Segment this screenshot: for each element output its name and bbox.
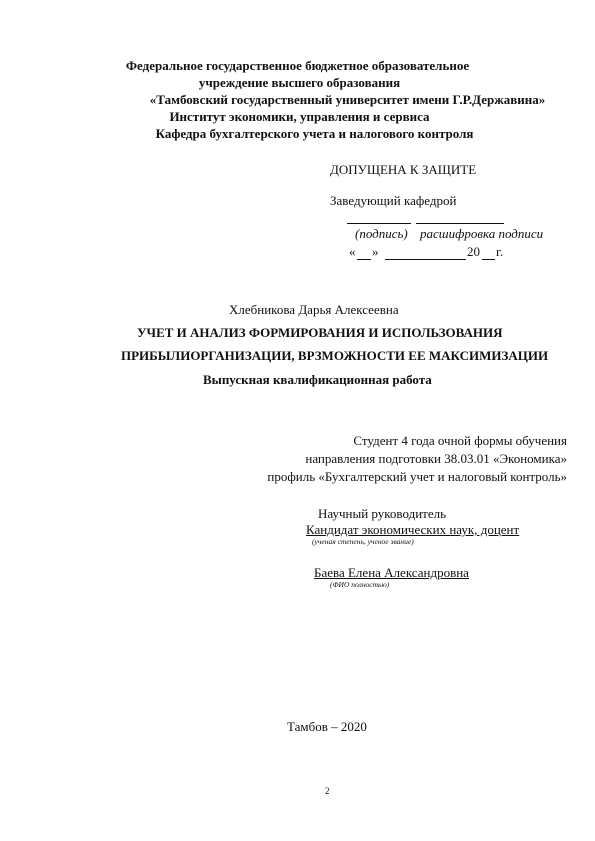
supervisor-label: Научный руководитель [318, 506, 447, 521]
date-month-blank [385, 259, 466, 260]
date-open-quote: « [349, 244, 356, 259]
signature-caption: (подпись) [355, 226, 408, 241]
supervisor-degree-caption: (ученая степень, ученое звание) [312, 537, 414, 546]
decode-signature-caption: расшифровка подписи [420, 226, 544, 241]
thesis-title-line2: ПРИБЫЛИОРГАНИЗАЦИИ, ВРЗМОЖНОСТИ ЕЕ МАКСИМИЗАЦИИ [121, 348, 549, 363]
university-founder-line: Федеральное государственное бюджетное образовательное [125, 58, 470, 73]
thesis-title-line1: УЧЕТ И АНАЛИЗ ФОРМИРОВАНИЯ И ИСПОЛЬЗОВАНИЯ [137, 325, 503, 340]
university-name: «Тамбовский государственный университет имени Г.Р.Державина» [149, 92, 546, 107]
page-number: 2 [325, 786, 330, 796]
supervisor-name-caption: (ФИО полностью) [330, 580, 390, 589]
student-direction: направления подготовки 38.03.01 «Экономика» [305, 451, 567, 466]
supervisor-name: Баева Елена Александровна [314, 565, 469, 580]
work-type: Выпускная квалификационная работа [203, 372, 432, 387]
date-year-prefix: 20 [467, 244, 480, 259]
student-profile: профиль «Бухгалтерский учет и налоговый контроль» [267, 469, 567, 484]
student-year-form: Студент 4 года очной формы обучения [353, 433, 567, 448]
institution-type-line: учреждение высшего образования [198, 75, 401, 90]
supervisor-degree: Кандидат экономических наук, доцент [306, 522, 520, 537]
author-name: Хлебникова Дарья Алексеевна [229, 302, 399, 317]
date-year-suffix: г. [496, 244, 504, 259]
institute-name: Институт экономики, управления и сервиса [169, 109, 430, 124]
decode-signature-line [416, 223, 504, 224]
city-year: Тамбов – 2020 [287, 719, 367, 734]
approval-title: ДОПУЩЕНА К ЗАЩИТЕ [330, 162, 477, 177]
signature-line [347, 223, 411, 224]
department-name: Кафедра бухгалтерского учета и налогового контроля [155, 126, 474, 141]
head-of-department-label: Заведующий кафедрой [330, 193, 457, 208]
date-close-quote: » [372, 244, 379, 259]
date-year-blank [482, 259, 495, 260]
date-day-blank [357, 259, 371, 260]
